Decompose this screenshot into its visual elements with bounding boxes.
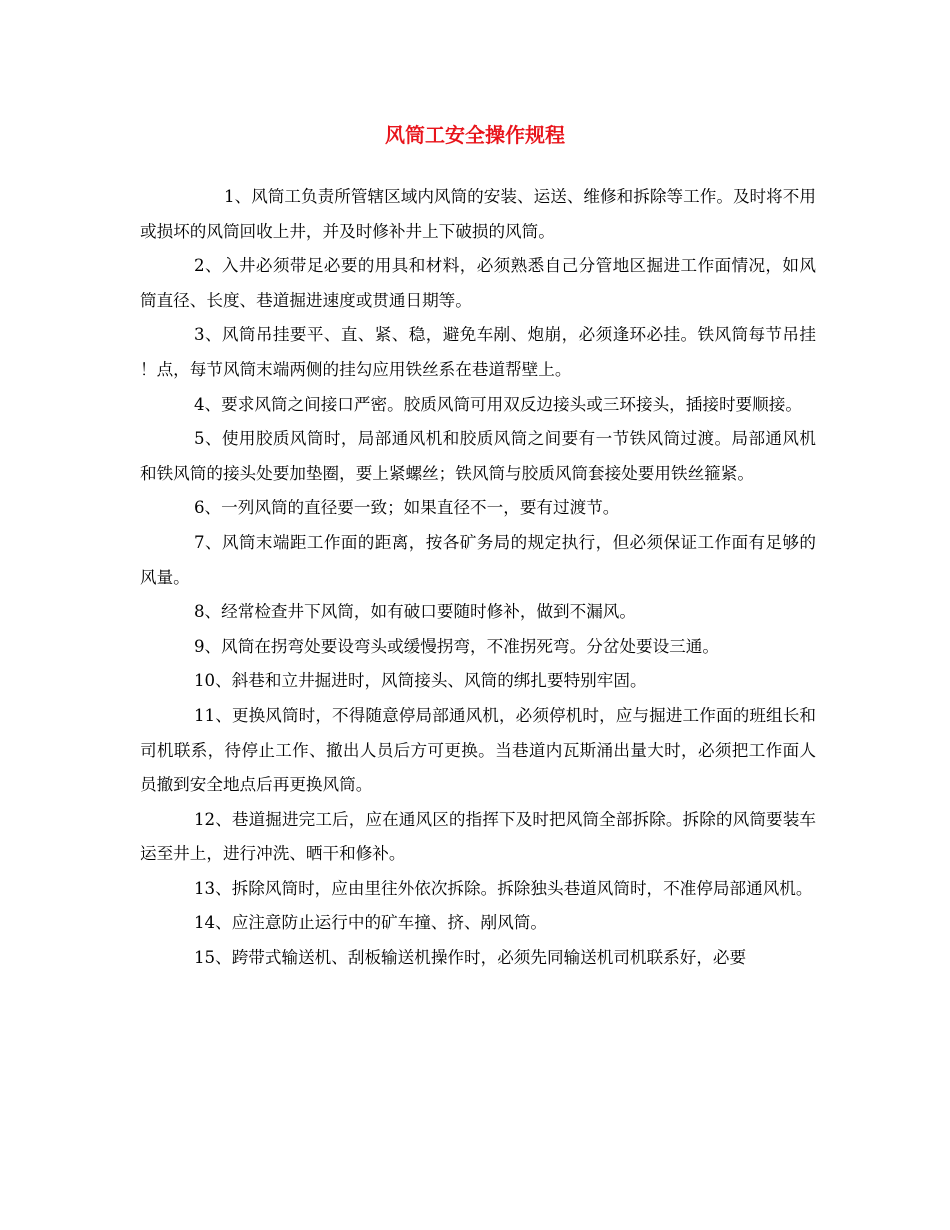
paragraph-12: 12、巷道掘进完工后，应在通风区的指挥下及时把风筒全部拆除。拆除的风筒要装车运至井上，进行冲洗、晒干和修补。: [140, 809, 816, 864]
paragraph-2: 2、入井必须带足必要的用具和材料，必须熟悉自己分管地区掘进工作面情况，如风筒直径、长度、巷道掘进速度或贯通日期等。: [140, 256, 816, 310]
paragraph-15: 15、跨带式输送机、刮板输送机操作时，必须先同输送机司机联系好，必要: [194, 948, 747, 968]
paragraph-8: 8、经常检查井下风筒，如有破口要随时修补，做到不漏风。: [194, 602, 636, 622]
document-title: 风筒工安全操作规程: [385, 123, 565, 147]
paragraph-11: 11、更换风筒时，不得随意停局部通风机，必须停机时，应与掘进工作面的班组长和司机联系，待停止工作、撤出人员后方可更换。当巷道内瓦斯涌出量大时，必须把工作面人员撤到安全地点后再更换风筒。: [140, 705, 816, 795]
paragraph-7: 7、风筒末端距工作面的距离，按各矿务局的规定执行，但必须保证工作面有足够的风量。: [140, 532, 816, 587]
paragraph-1: 1、风筒工负责所管辖区域内风筒的安装、运送、维修和拆除等工作。及时将不用或损坏的风筒回收上井，并及时修补井上下破损的风筒。: [140, 187, 816, 241]
document-body: [140, 180, 816, 976]
paragraph-14: 14、应注意防止运行中的矿车撞、挤、剐风筒。: [194, 913, 547, 933]
paragraph-10: 10、斜巷和立井掘进时，风筒接头、风筒的绑扎要特别牢固。: [194, 671, 647, 691]
paragraph-6: 6、一列风筒的直径要一致；如果直径不一，要有过渡节。: [194, 498, 620, 518]
paragraph-3: 3、风筒吊挂要平、直、紧、稳，避免车剐、炮崩，必须逢环必挂。铁风筒每节吊挂！点，每节风筒末端两侧的挂勾应用铁丝系在巷道帮壁上。: [140, 325, 816, 379]
paragraph-9: 9、风筒在拐弯处要设弯头或缓慢拐弯，不准拐死弯。分岔处要设三通。: [194, 636, 719, 656]
paragraph-4: 4、要求风筒之间接口严密。胶质风筒可用双反边接头或三环接头，插接时要顺接。: [194, 394, 802, 414]
paragraph-5: 5、使用胶质风筒时，局部通风机和胶质风筒之间要有一节铁风筒过渡。局部通风机和铁风筒的接头处要加垫圈，要上紧螺丝；铁风筒与胶质风筒套接处要用铁丝箍紧。: [140, 429, 816, 483]
paragraph-13: 13、拆除风筒时，应由里往外依次拆除。拆除独头巷道风筒时，不准停局部通风机。: [194, 878, 813, 898]
